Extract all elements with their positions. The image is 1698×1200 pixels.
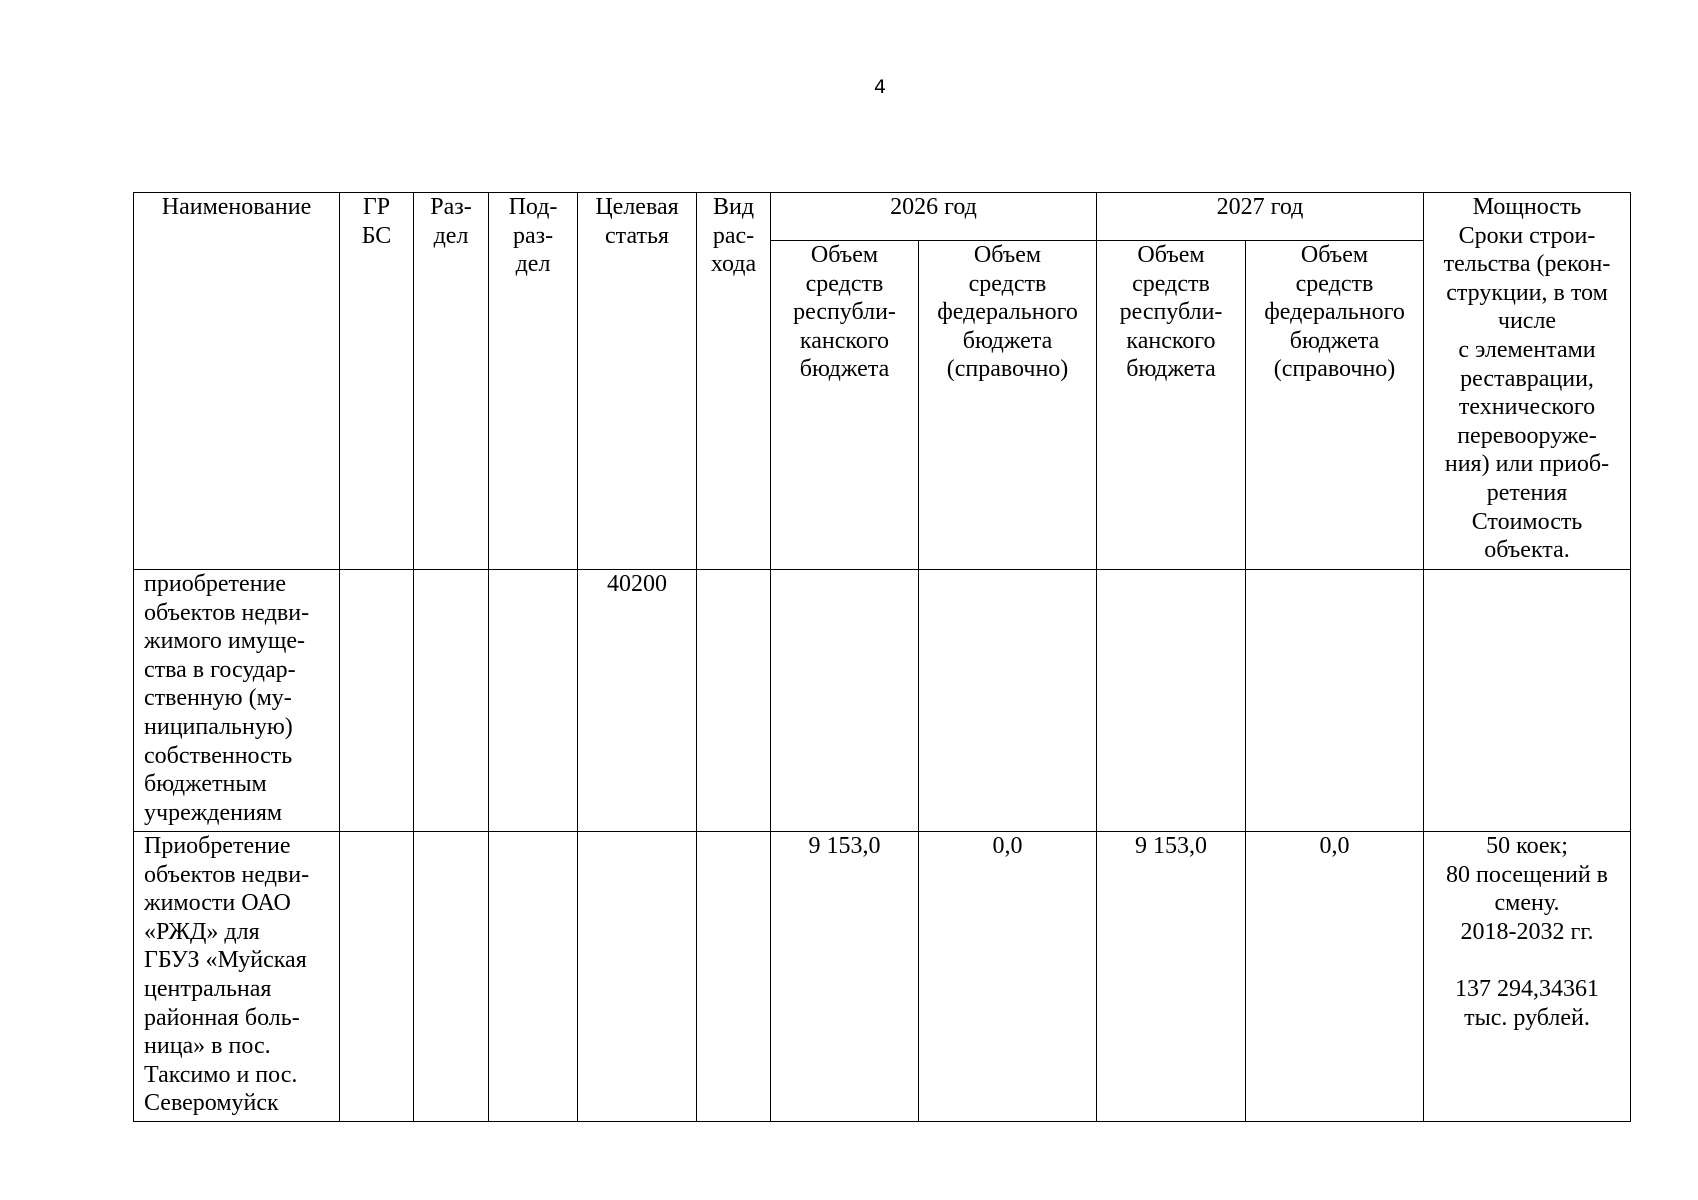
row-subsection xyxy=(489,832,578,1122)
text-line: ния) или приоб- xyxy=(1444,451,1610,478)
text-line: ственную (му- xyxy=(144,685,292,712)
text-line: 2018-2032 гг. xyxy=(1460,918,1594,945)
text-line: Целевая xyxy=(595,194,679,220)
text-line: объектов недви- xyxy=(144,861,310,888)
text-line: технического xyxy=(1458,394,1596,421)
text-line: центральная xyxy=(144,975,272,1002)
header-republic-2026 xyxy=(771,241,919,570)
row-republic-2027: 9 153,0 xyxy=(1097,832,1246,1122)
text-line: собственность xyxy=(144,742,293,769)
text-line: Стоимость xyxy=(1471,508,1583,535)
text-line: ница» в пос. xyxy=(144,1033,271,1060)
budget-table xyxy=(133,192,1631,1122)
text-line: ниципальную) xyxy=(144,713,293,740)
table-row xyxy=(134,832,1631,1122)
row-capacity xyxy=(1424,832,1631,1122)
text-line: дел xyxy=(515,251,551,278)
text-line: бюджета xyxy=(1126,356,1216,383)
row-grbs xyxy=(340,832,414,1122)
text-line: Под- xyxy=(508,194,558,220)
row-republic-2027 xyxy=(1097,570,1246,832)
header-subsection xyxy=(489,193,578,570)
text-line: струкции, в том xyxy=(1446,279,1608,306)
row-republic-2026: 9 153,0 xyxy=(771,832,919,1122)
row-republic-2026 xyxy=(771,570,919,832)
text-line: приобретение xyxy=(144,571,287,597)
text-line: объекта. xyxy=(1484,537,1570,564)
text-line: учреждениям xyxy=(144,799,283,826)
text-line: канского xyxy=(1126,327,1216,354)
text-line: жимости ОАО xyxy=(144,890,291,917)
header-year-2027: 2027 год xyxy=(1097,193,1424,241)
text-line: бюджета xyxy=(799,356,890,383)
text-line: статья xyxy=(605,222,669,249)
text-line: Объем xyxy=(1137,242,1205,268)
text-line: Наименование xyxy=(161,194,312,220)
row-expense-type xyxy=(697,832,771,1122)
header-row-1 xyxy=(134,193,1631,241)
header-target-article xyxy=(578,193,697,570)
text-line: федерального xyxy=(1264,299,1405,326)
text-line: Мощность xyxy=(1472,194,1582,220)
text-line: (справочно) xyxy=(1273,356,1396,383)
text-line: Объем xyxy=(973,242,1042,268)
text-line: тельства (рекон- xyxy=(1443,251,1611,278)
header-name xyxy=(134,193,340,570)
row-name xyxy=(134,832,340,1122)
header-federal-2026 xyxy=(919,241,1097,570)
text-line: Сроки строи- xyxy=(1458,222,1596,249)
header-expense-type xyxy=(697,193,771,570)
text-line: ретения xyxy=(1486,479,1568,506)
table-row xyxy=(134,570,1631,832)
header-year-2026: 2026 год xyxy=(771,193,1097,241)
text-line: бюджета xyxy=(1289,327,1380,354)
text-line: хода xyxy=(710,251,757,278)
text-line: бюджетным xyxy=(144,771,267,798)
text-line: ства в государ- xyxy=(144,656,296,683)
text-line: 137 294,34361 xyxy=(1455,975,1599,1002)
text-line: Объем xyxy=(810,242,879,268)
text-line: числе xyxy=(1497,308,1557,335)
text-line: ГБУЗ «Муйская xyxy=(144,947,307,974)
text-line: дел xyxy=(433,222,469,249)
text-line: (справочно) xyxy=(946,356,1069,383)
text-line: объектов недви- xyxy=(144,599,310,626)
text-line: средств xyxy=(805,270,884,297)
text-line: рас- xyxy=(712,222,755,249)
text-line: Северомуйск xyxy=(144,1090,279,1117)
row-capacity xyxy=(1424,570,1631,832)
text-line: Объем xyxy=(1300,242,1369,268)
text-line: Раз- xyxy=(430,194,472,220)
text-line: «РЖД» для xyxy=(144,918,260,945)
text-line: тыс. рублей. xyxy=(1464,1004,1590,1031)
row-subsection xyxy=(489,570,578,832)
text-line: районная боль- xyxy=(144,1004,300,1031)
row-target-article: 40200 xyxy=(578,570,697,832)
page-number: 4 xyxy=(873,76,887,98)
row-federal-2027: 0,0 xyxy=(1246,832,1424,1122)
text-line: Таксимо и пос. xyxy=(144,1061,298,1088)
text-line: БС xyxy=(361,222,392,249)
text-line: федерального xyxy=(937,299,1078,326)
text-line: ГР xyxy=(362,194,391,220)
row-name xyxy=(134,570,340,832)
row-target-article xyxy=(578,832,697,1122)
row-federal-2026: 0,0 xyxy=(919,832,1097,1122)
row-federal-2026 xyxy=(919,570,1097,832)
text-line xyxy=(1426,946,1628,975)
text-line: с элементами xyxy=(1458,336,1596,363)
header-republic-2027 xyxy=(1097,241,1246,570)
text-line: средств xyxy=(1132,270,1210,297)
header-section xyxy=(414,193,489,570)
row-section xyxy=(414,570,489,832)
header-grbs xyxy=(340,193,414,570)
header-federal-2027 xyxy=(1246,241,1424,570)
text-line: жимого имуще- xyxy=(144,628,306,655)
text-line: 80 посещений в xyxy=(1445,861,1609,888)
text-line: перевооруже- xyxy=(1457,422,1597,449)
row-grbs xyxy=(340,570,414,832)
text-line: смену. xyxy=(1494,890,1560,917)
header-capacity xyxy=(1424,193,1631,570)
text-line: средств xyxy=(968,270,1047,297)
text-line: раз- xyxy=(512,222,554,249)
text-line: реставрации, xyxy=(1460,365,1594,392)
row-expense-type xyxy=(697,570,771,832)
text-line: канского xyxy=(799,327,890,354)
text-line: республи- xyxy=(1119,299,1223,326)
text-line: Вид xyxy=(712,194,755,220)
text-line: Приобретение xyxy=(144,833,291,859)
row-section xyxy=(414,832,489,1122)
row-federal-2027 xyxy=(1246,570,1424,832)
text-line: бюджета xyxy=(962,327,1053,354)
text-line: 50 коек; xyxy=(1486,833,1568,859)
text-line: средств xyxy=(1295,270,1374,297)
text-line: республи- xyxy=(793,299,896,326)
